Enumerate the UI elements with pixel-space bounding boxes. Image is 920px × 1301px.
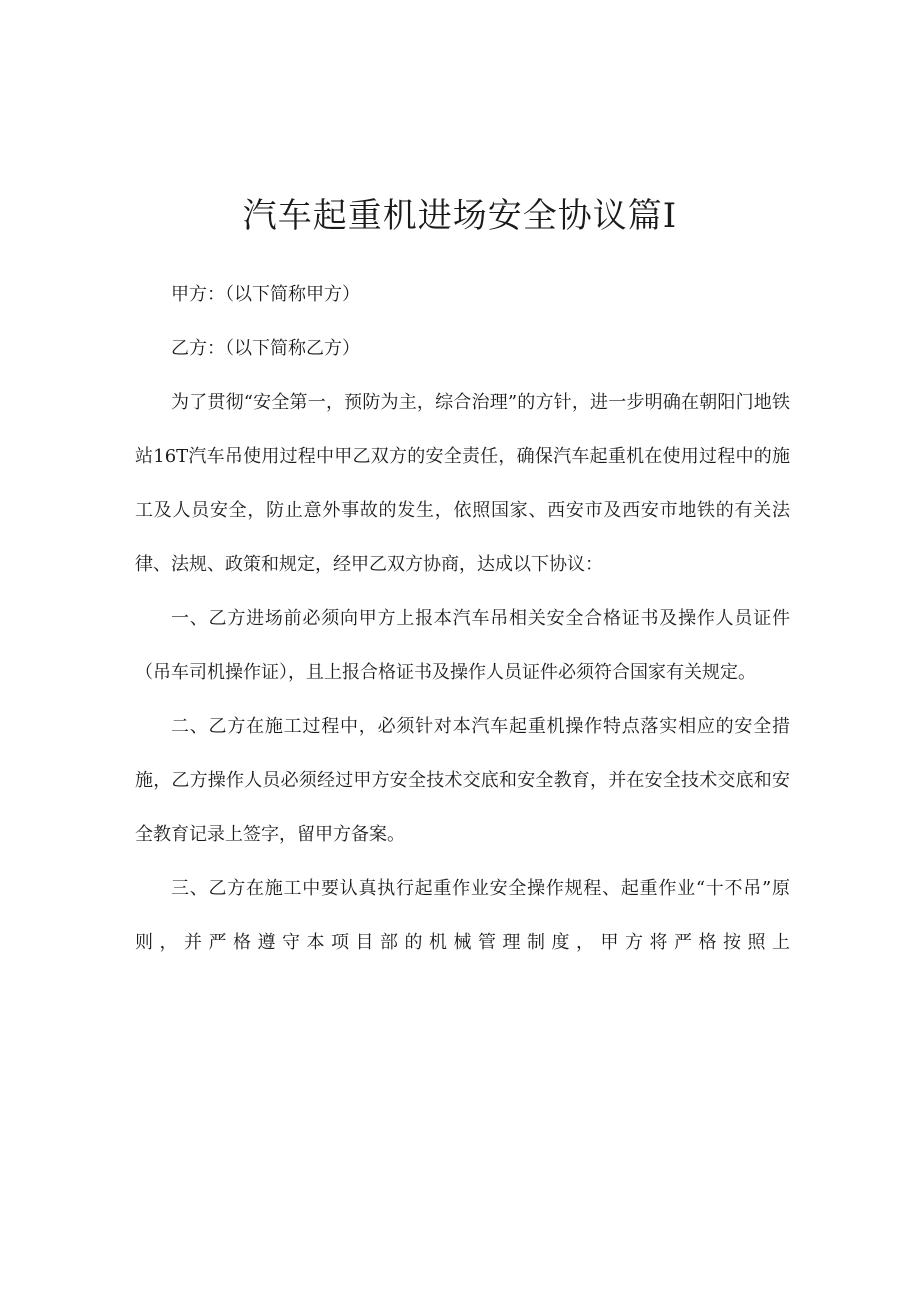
- party-b-line: 乙方：（以下简称乙方）: [171, 338, 360, 359]
- paragraph-clause-1: 一、乙方进场前必须向甲方上报本汽车吊相关安全合格证书及操作人员证件（吊车司机操作证），且上报合格证书及操作人员证件必须符合国家有关规定。: [135, 608, 790, 683]
- document-title: 汽车起重机进场安全协议篇I: [242, 196, 678, 236]
- party-a-line: 甲方：（以下简称甲方）: [171, 284, 360, 305]
- document-body: [135, 268, 790, 970]
- paragraph-clause-2: 二、乙方在施工过程中，必须针对本汽车起重机操作特点落实相应的安全措施，乙方操作人员必须经过甲方安全技术交底和安全教育，并在安全技术交底和安全教育记录上签字，留甲方备案。: [135, 716, 790, 845]
- paragraph-preamble: 为了贯彻“安全第一，预防为主，综合治理”的方针，进一步明确在朝阳门地铁站16T汽车吊使用过程中甲乙双方的安全责任，确保汽车起重机在使用过程中的施工及人员安全，防止意外事故的发生，依照国家、西安市及西安市地铁的有关法律、法规、政策和规定，经甲乙双方协商，达成以下协议：: [135, 392, 790, 575]
- paragraph-clause-3: 三、乙方在施工中要认真执行起重作业安全操作规程、起重作业“十不吊”原则，并严格遵守本项目部的机械管理制度，甲方将严格按照上: [135, 878, 790, 953]
